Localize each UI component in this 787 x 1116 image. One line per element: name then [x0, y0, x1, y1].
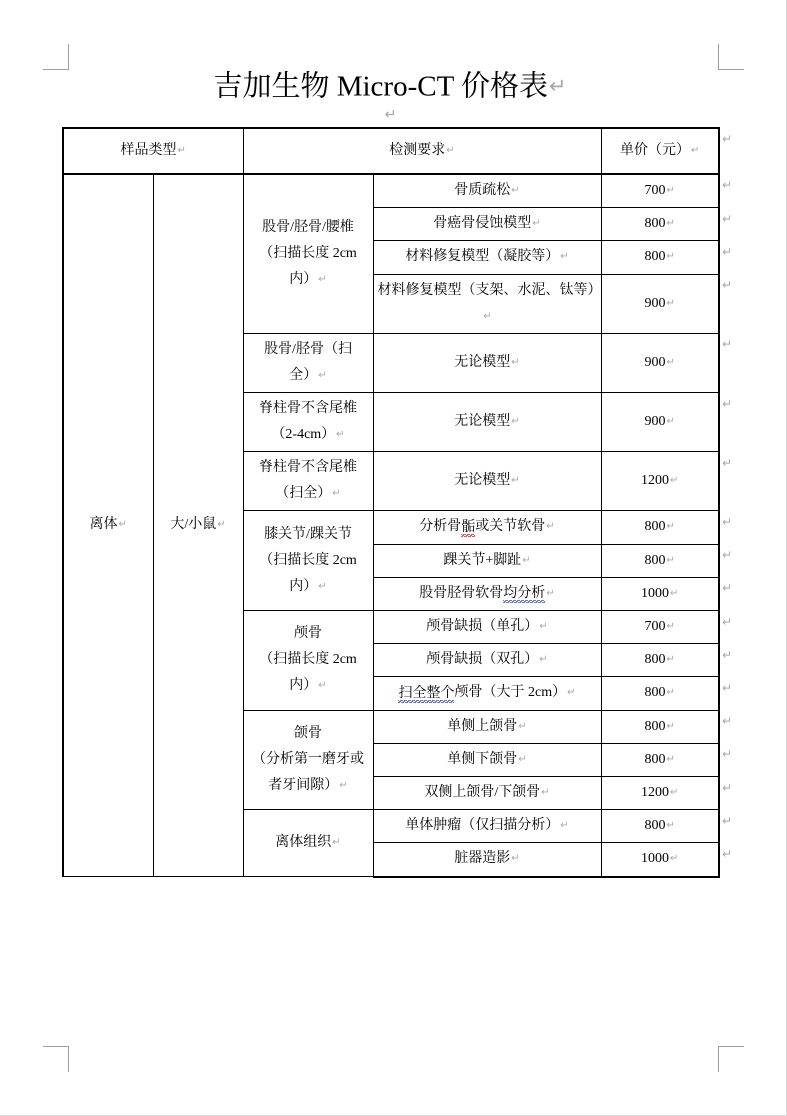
pilcrow-icon: ↵ — [666, 554, 675, 566]
cell-price: 800↵ — [601, 241, 719, 274]
grammar-error-mark: 扫全整个 — [398, 685, 455, 701]
group-name-line: 颅骨 — [294, 626, 323, 642]
group-name-line: 股骨/胫骨（扫 — [264, 341, 352, 357]
pilcrow-icon: ↵ — [539, 621, 548, 633]
pilcrow-icon: ↵ — [722, 514, 733, 529]
pilcrow-icon: ↵ — [666, 720, 675, 732]
pilcrow-icon: ↵ — [722, 337, 733, 352]
group-name-line: （扫描长度 2cm — [259, 245, 357, 261]
group-name-line: 内）↵ — [289, 578, 327, 594]
group-name-line: （2-4cm）↵ — [271, 427, 345, 443]
pilcrow-icon: ↵ — [666, 356, 675, 368]
pilcrow-icon: ↵ — [666, 251, 675, 263]
header-sample-type: 样品类型↵ — [63, 128, 243, 174]
cell-requirement: 分析骨骺或关节软骨↵ — [373, 511, 601, 544]
cell-requirement: 材料修复模型（支架、水泥、钛等）↵ — [373, 274, 601, 333]
pilcrow-icon: ↵ — [722, 455, 733, 470]
pilcrow-icon: ↵ — [722, 278, 733, 293]
pilcrow-icon: ↵ — [511, 356, 520, 368]
table-row — [63, 174, 719, 208]
pilcrow-icon: ↵ — [722, 647, 733, 662]
pilcrow-icon: ↵ — [318, 680, 327, 692]
pilcrow-icon: ↵ — [177, 144, 186, 156]
pilcrow-icon: ↵ — [511, 475, 520, 487]
pilcrow-icon: ↵ — [670, 787, 679, 799]
grammar-error-mark: 均分析 — [503, 586, 546, 602]
pilcrow-icon: ↵ — [722, 132, 733, 146]
cell-requirement: 单体肿瘤（仅扫描分析）↵ — [373, 810, 601, 843]
price-table — [62, 127, 720, 878]
page-title-text: 吉加生物 Micro-CT 价格表 — [213, 70, 549, 103]
cell-group-name — [243, 810, 373, 877]
cell-group-name — [243, 611, 373, 711]
cell-requirement: 颅骨缺损（单孔）↵ — [373, 611, 601, 644]
cell-price: 900↵ — [601, 274, 719, 333]
cell-price: 900↵ — [601, 333, 719, 392]
pilcrow-icon: ↵ — [722, 396, 733, 411]
pilcrow-icon: ↵ — [666, 820, 675, 832]
group-name-line: 脊柱骨不含尾椎 — [259, 401, 358, 417]
page-title — [62, 66, 718, 107]
pilcrow-icon: ↵ — [722, 614, 733, 629]
spelling-error-mark: 骺 — [461, 519, 476, 535]
pilcrow-icon: ↵ — [332, 837, 341, 849]
pilcrow-icon: ↵ — [666, 297, 675, 309]
group-name-line: 全）↵ — [289, 368, 327, 384]
pilcrow-icon: ↵ — [332, 488, 341, 500]
cell-price: 800↵ — [601, 677, 719, 710]
cell-requirement: 踝关节+脚趾↵ — [373, 544, 601, 577]
cell-price: 800↵ — [601, 810, 719, 843]
pilcrow-icon: ↵ — [666, 621, 675, 633]
group-name-line: （扫描长度 2cm — [259, 552, 357, 568]
pilcrow-icon: ↵ — [560, 251, 569, 263]
cell-requirement: 脏器造影↵ — [373, 843, 601, 877]
pilcrow-icon: ↵ — [666, 521, 675, 533]
group-name-line: （扫描长度 2cm — [259, 652, 357, 668]
group-name-line: 离体组织↵ — [275, 835, 341, 851]
pilcrow-icon: ↵ — [446, 144, 455, 156]
group-name-line: 者牙间隙）↵ — [268, 778, 348, 794]
cell-group-name — [243, 452, 373, 511]
group-name-line: （扫全）↵ — [275, 486, 341, 502]
pilcrow-icon: ↵ — [722, 211, 733, 226]
margin-crop-mark-top-right — [718, 44, 744, 70]
cell-price: 700↵ — [601, 611, 719, 644]
pilcrow-icon: ↵ — [722, 680, 733, 695]
pilcrow-icon: ↵ — [666, 687, 675, 699]
pilcrow-icon: ↵ — [666, 218, 675, 230]
header-test-requirement: 检测要求↵ — [243, 128, 601, 174]
group-name-line: （分析第一磨牙或 — [252, 751, 365, 767]
pilcrow-icon: ↵ — [541, 787, 550, 799]
pilcrow-icon: ↵ — [670, 475, 679, 487]
group-name-line: 脊柱骨不含尾椎 — [259, 460, 358, 476]
pilcrow-icon: ↵ — [722, 714, 733, 729]
pilcrow-icon: ↵ — [666, 753, 675, 765]
pilcrow-icon: ↵ — [532, 218, 541, 230]
cell-group-name — [243, 710, 373, 810]
pilcrow-icon: ↵ — [722, 813, 733, 828]
group-name-line: 内）↵ — [289, 678, 327, 694]
pilcrow-icon: ↵ — [722, 581, 733, 596]
pilcrow-icon: ↵ — [217, 519, 226, 531]
table-header-row — [63, 128, 719, 174]
cell-group-name — [243, 511, 373, 611]
pilcrow-icon: ↵ — [339, 779, 348, 791]
cell-price: 1000↵ — [601, 843, 719, 877]
pilcrow-icon: ↵ — [722, 178, 733, 192]
pilcrow-icon: ↵ — [722, 244, 733, 259]
pilcrow-icon: ↵ — [384, 107, 397, 124]
pilcrow-icon: ↵ — [539, 654, 548, 666]
cell-price: 1200↵ — [601, 452, 719, 511]
group-name-line: 股骨/胫骨/腰椎 — [262, 219, 354, 235]
cell-price: 900↵ — [601, 393, 719, 452]
pilcrow-icon: ↵ — [318, 369, 327, 381]
pilcrow-icon: ↵ — [522, 554, 531, 566]
cell-requirement: 无论模型↵ — [373, 452, 601, 511]
cell-requirement: 扫全整个颅骨（大于 2cm）↵ — [373, 677, 601, 710]
pilcrow-icon: ↵ — [722, 747, 733, 762]
pilcrow-icon: ↵ — [666, 185, 675, 196]
pilcrow-icon: ↵ — [483, 310, 492, 322]
cell-category: 离体↵ — [63, 174, 153, 877]
pilcrow-icon: ↵ — [511, 416, 520, 428]
group-name-line: 膝关节/踝关节 — [264, 526, 352, 542]
cell-requirement: 单侧下颌骨↵ — [373, 743, 601, 776]
cell-requirement: 股骨胫骨软骨均分析↵ — [373, 577, 601, 610]
pilcrow-icon: ↵ — [318, 580, 327, 592]
pilcrow-icon: ↵ — [670, 853, 679, 865]
pilcrow-icon: ↵ — [318, 273, 327, 285]
cell-price: 1200↵ — [601, 777, 719, 810]
pilcrow-icon: ↵ — [546, 521, 555, 533]
pilcrow-icon: ↵ — [722, 780, 733, 795]
pilcrow-icon: ↵ — [722, 846, 733, 861]
cell-animal: 大/小鼠↵ — [153, 174, 243, 877]
pilcrow-icon: ↵ — [666, 654, 675, 666]
pilcrow-icon: ↵ — [546, 587, 555, 599]
margin-crop-mark-bottom-right — [718, 1046, 744, 1072]
group-name-line: 颌骨 — [294, 725, 323, 741]
pilcrow-icon: ↵ — [666, 416, 675, 428]
cell-requirement: 骨质疏松↵ — [373, 174, 601, 208]
cell-requirement: 双侧上颌骨/下颌骨↵ — [373, 777, 601, 810]
margin-crop-mark-bottom-left — [43, 1046, 69, 1072]
pilcrow-icon: ↵ — [691, 144, 700, 156]
cell-requirement: 颅骨缺损（双孔）↵ — [373, 644, 601, 677]
cell-requirement: 无论模型↵ — [373, 393, 601, 452]
header-unit-price: 单价（元）↵ — [601, 128, 719, 174]
cell-price: 800↵ — [601, 743, 719, 776]
cell-group-name — [243, 174, 373, 333]
cell-price: 800↵ — [601, 710, 719, 743]
cell-price: 800↵ — [601, 644, 719, 677]
cell-requirement: 单侧上颌骨↵ — [373, 710, 601, 743]
pilcrow-icon: ↵ — [722, 548, 733, 563]
pilcrow-icon: ↵ — [567, 687, 576, 699]
pilcrow-icon: ↵ — [518, 753, 527, 765]
pilcrow-icon: ↵ — [518, 720, 527, 732]
cell-requirement: 骨癌骨侵蚀模型↵ — [373, 208, 601, 241]
title-empty-paragraph — [62, 105, 718, 125]
pilcrow-icon: ↵ — [336, 429, 345, 441]
cell-price: 800↵ — [601, 208, 719, 241]
pilcrow-icon: ↵ — [511, 185, 520, 196]
pilcrow-icon: ↵ — [560, 820, 569, 832]
cell-requirement: 材料修复模型（凝胶等）↵ — [373, 241, 601, 274]
pilcrow-icon: ↵ — [118, 519, 127, 531]
cell-price: 700↵ — [601, 174, 719, 208]
cell-price: 800↵ — [601, 511, 719, 544]
pilcrow-icon: ↵ — [549, 74, 567, 98]
cell-group-name — [243, 333, 373, 392]
pilcrow-icon: ↵ — [511, 853, 520, 865]
cell-price: 1000↵ — [601, 577, 719, 610]
cell-requirement: 无论模型↵ — [373, 333, 601, 392]
cell-price: 800↵ — [601, 544, 719, 577]
cell-group-name — [243, 393, 373, 452]
pilcrow-icon: ↵ — [670, 587, 679, 599]
group-name-line: 内）↵ — [289, 272, 327, 287]
